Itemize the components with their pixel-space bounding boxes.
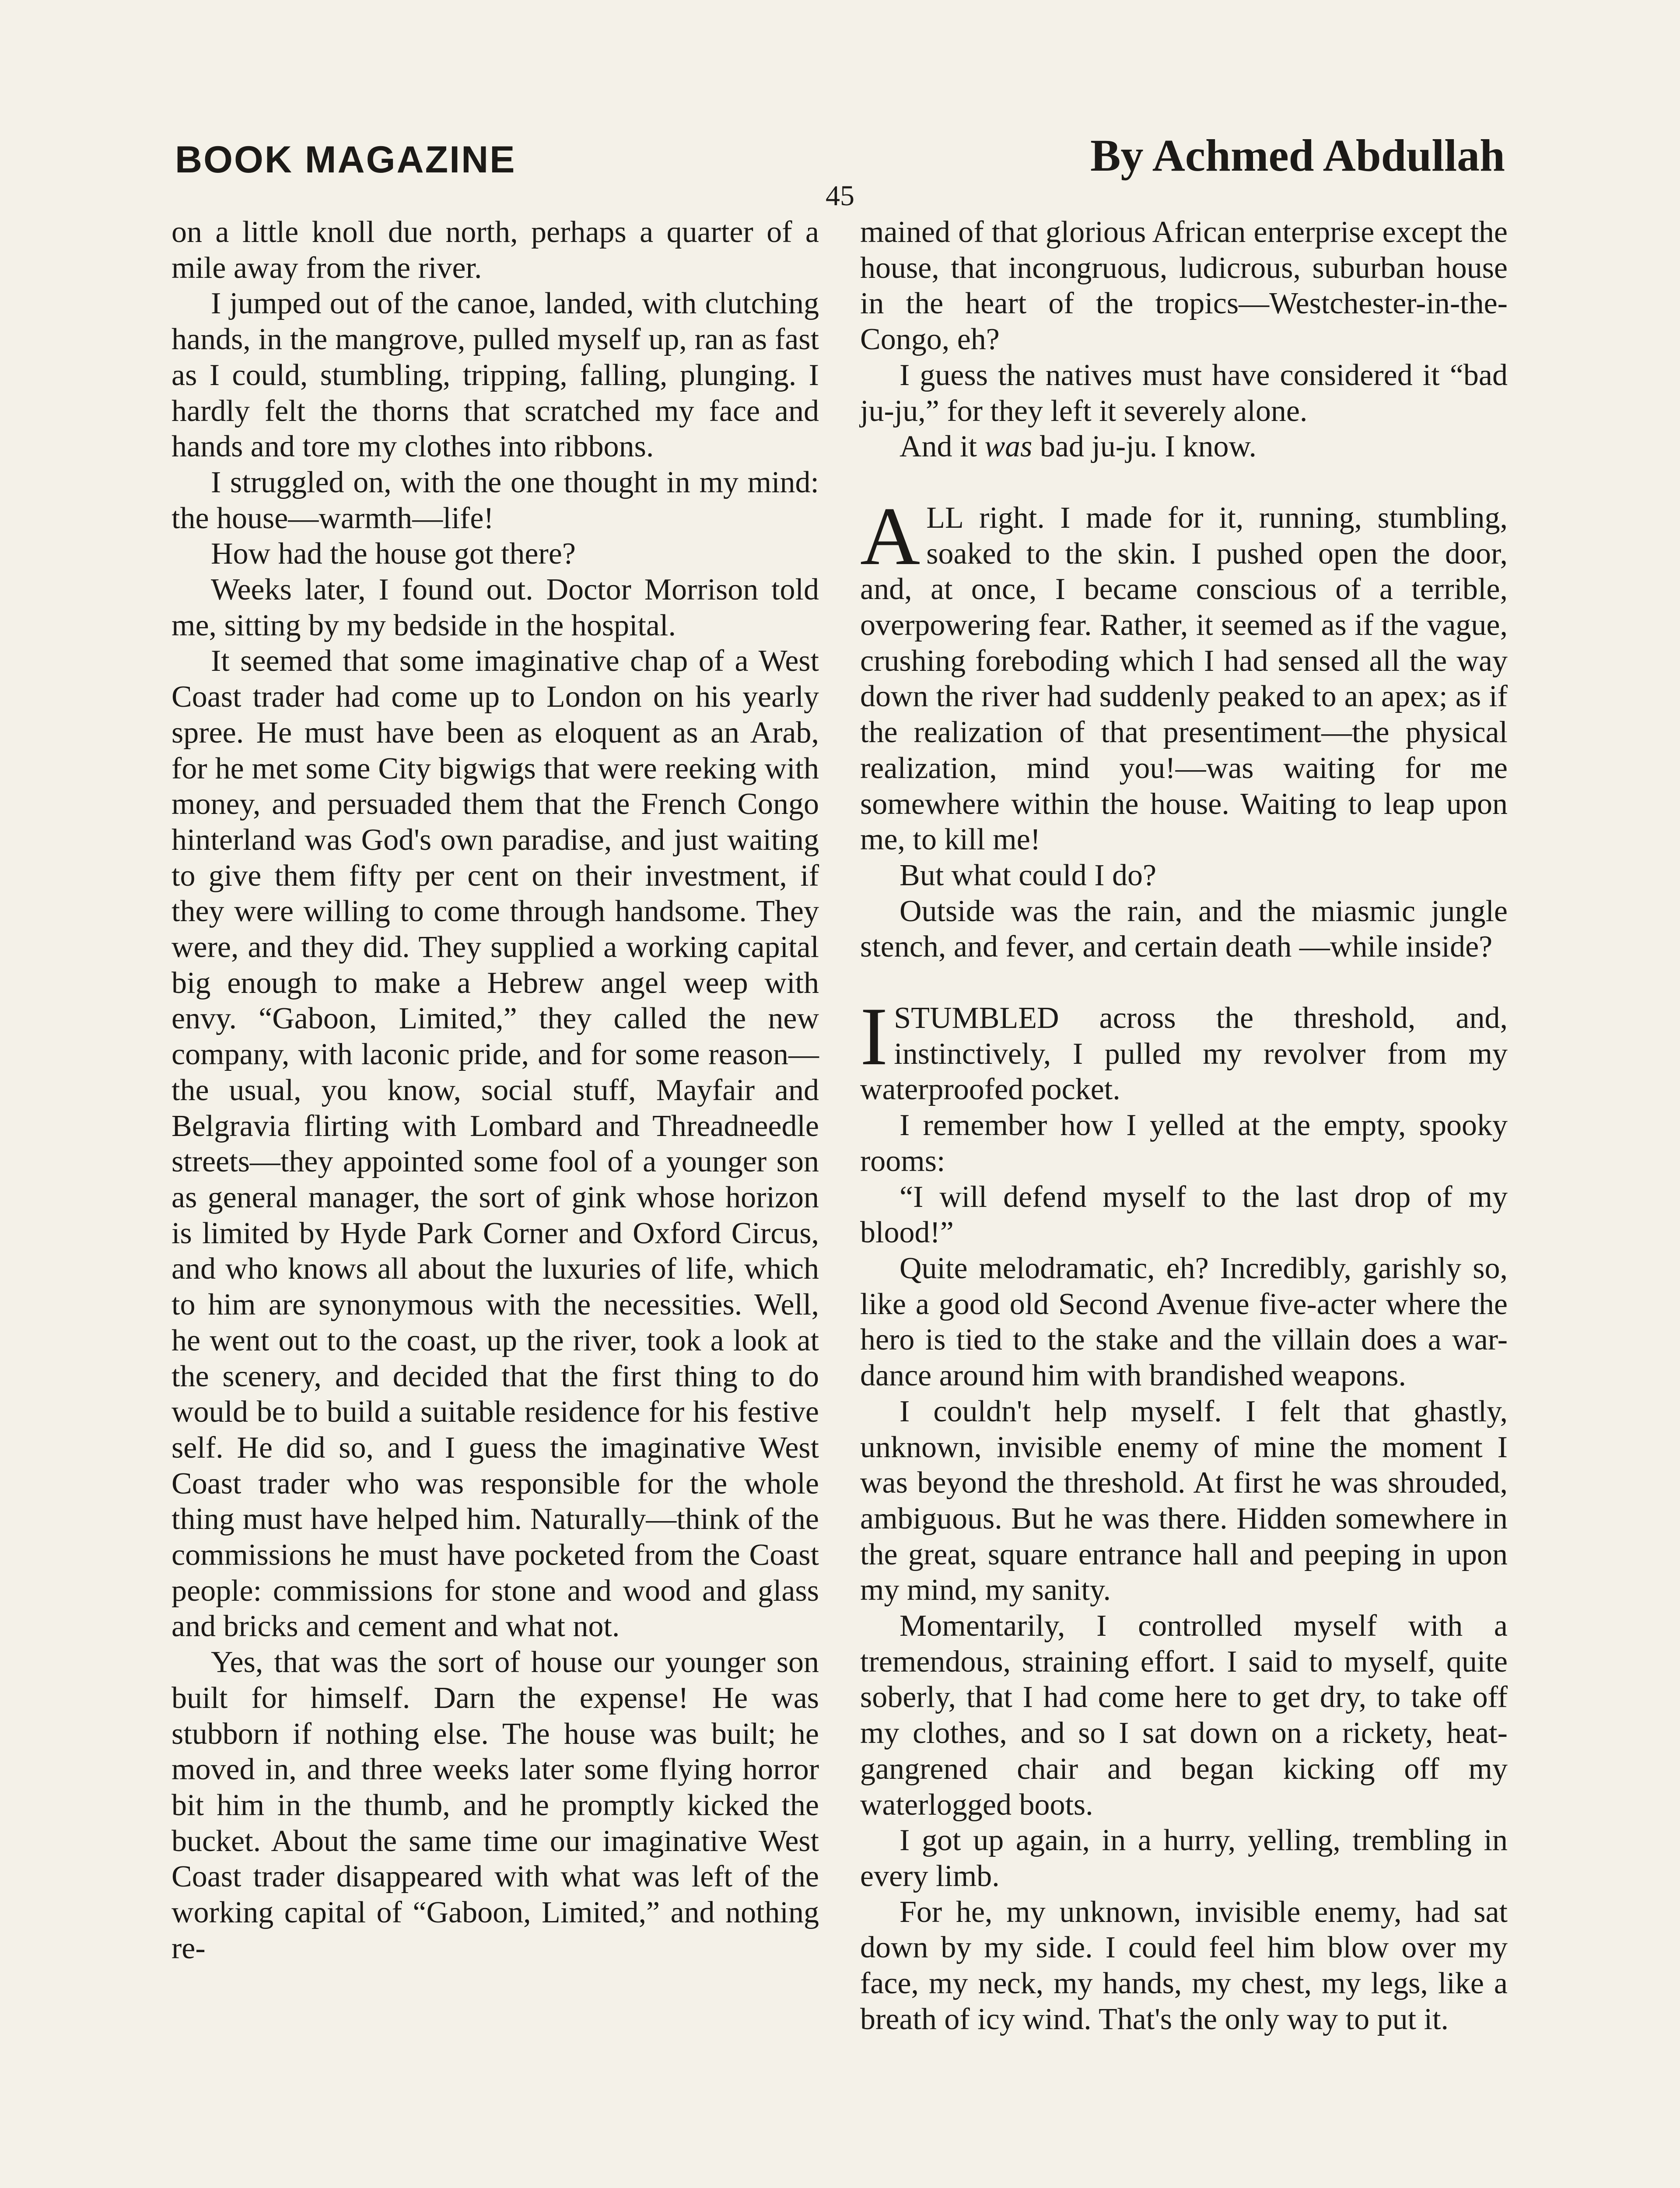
drop-cap: I <box>860 991 888 1083</box>
section-opening-paragraph <box>860 991 1508 1108</box>
text-run: bad ju-ju. I know. <box>1032 430 1256 464</box>
paragraph: mained of that glorious African enterprise except the house, that incongruous, ludicrous, suburban house in the heart of the tropics—Westchester-in-the-Congo, eh? <box>860 215 1508 357</box>
section-break <box>860 465 1508 500</box>
section-opening-paragraph <box>860 490 1508 858</box>
paragraph: I remember how I yelled at the empty, spooky rooms: <box>860 1108 1508 1178</box>
small-caps-lead: LL <box>926 501 964 535</box>
paragraph: on a little knoll due north, perhaps a quarter of a mile away from the river. <box>172 215 819 285</box>
drop-cap: A <box>860 490 920 582</box>
text-run: right. I made for it, running, stumbling, soaked to the skin. I pushed open the door, and, at once, I became conscious of a terrible, overpowering fear. Rather, it seemed as if the vague, crushing foreboding which I had sensed all the way down the river had suddenly peaked to an apex; as if the realization of that presentiment—the physical realization, mind you!—was waiting for me somewhere within the house. Waiting to leap upon me, to kill me! <box>860 501 1508 857</box>
running-header <box>175 125 1505 182</box>
text-run: across the threshold, and, instinctively, I pulled my revolver from my waterproofed pocket. <box>860 1001 1508 1107</box>
paragraph: For he, my unknown, invisible enemy, had sat down by my side. I could feel him blow over my face, my neck, my hands, my chest, my legs, like a breath of icy wind. That's the only way to put it. <box>860 1895 1508 2036</box>
paragraph: I struggled on, with the one thought in my mind: the house—warmth—life! <box>172 465 819 535</box>
paragraph: I jumped out of the canoe, landed, with clutching hands, in the mangrove, pulled myself up, ran as fast as I could, stumbling, tripping, falling, plunging. I hardly felt the thorns that scratched my face and hands and tore my clothes into ribbons. <box>172 287 819 464</box>
paragraph: I got up again, in a hurry, yelling, trembling in every limb. <box>860 1823 1508 1893</box>
author-byline: By Achmed Abdullah <box>1090 130 1505 181</box>
paragraph: Momentarily, I controlled myself with a tremendous, straining effort. I said to myself, quite soberly, that I had come here to get dry, to take off my clothes, and so I sat down on a rickety, heat-gangrened chair and began kicking off my waterlogged boots. <box>860 1609 1508 1822</box>
page-number: 45 <box>826 180 854 212</box>
right-column <box>860 214 1508 2037</box>
paragraph: I couldn't help myself. I felt that ghastly, unknown, invisible enemy of mine the moment I was beyond the threshold. At first he was shrouded, ambiguous. But he was there. Hidden somewhere in the great, square entrance hall and peeping in upon my mind, my sanity. <box>860 1394 1508 1607</box>
emphasis: was <box>984 430 1032 464</box>
section-break <box>860 965 1508 1000</box>
paragraph: “I will defend myself to the last drop of my blood!” <box>860 1180 1508 1250</box>
text-run: And it <box>900 430 985 464</box>
paragraph: Yes, that was the sort of house our younger son built for himself. Darn the expense! He was stubborn if nothing else. The house was built; he moved in, and three weeks later some flying horror bit him in the thumb, and he promptly kicked the bucket. About the same time our imaginative West Coast trader disappeared with what was left of the working capital of “Gaboon, Limited,” and nothing re- <box>172 1645 819 1965</box>
paragraph: How had the house got there? <box>211 537 576 571</box>
paragraph <box>860 429 1508 465</box>
small-caps-lead: STUMBLED <box>894 1001 1059 1035</box>
paragraph: Weeks later, I found out. Doctor Morrison told me, sitting by my bedside in the hospital. <box>172 573 819 642</box>
left-column <box>172 214 819 1966</box>
paragraph: But what could I do? <box>900 858 1157 892</box>
paragraph: Quite melodramatic, eh? Incredibly, garishly so, like a good old Second Avenue five-acter where the hero is tied to the stake and the villain does a war-dance around him with brandished weapons. <box>860 1251 1508 1393</box>
paragraph: Outside was the rain, and the miasmic jungle stench, and fever, and certain death —while inside? <box>860 894 1508 964</box>
paragraph: I guess the natives must have considered it “bad ju-ju,” for they left it severely alone. <box>860 358 1508 428</box>
magazine-title: BOOK MAGAZINE <box>175 139 516 181</box>
paragraph: It seemed that some imaginative chap of a West Coast trader had come up to London on his yearly spree. He must have been as eloquent as an Arab, for he met some City bigwigs that were reeking with money, and persuaded them that the French Congo hinterland was God's own paradise, and just waiting to give them fifty per cent on their investment, if they were willing to come through handsome. They were, and they did. They supplied a working capital big enough to make a Hebrew angel weep with envy. “Gaboon, Limited,” they called the new company, with laconic pride, and for some reason—the usual, you know, social stuff, Mayfair and Belgravia flirting with Lombard and Threadneedle streets—they appointed some fool of a younger son as general manager, the sort of gink whose horizon is limited by Hyde Park Corner and Oxford Circus, and who knows all about the luxuries of life, which to him are synonymous with the necessities. Well, he went out to the coast, up the river, took a look at the scenery, and decided that the first thing to do would be to build a suitable residence for his festive self. He did so, and I guess the imaginative West Coast trader who was responsible for the whole thing must have helped him. Naturally—think of the commissions he must have pocketed from the Coast people: commissions for stone and wood and glass and bricks and cement and what not. <box>172 644 819 1644</box>
